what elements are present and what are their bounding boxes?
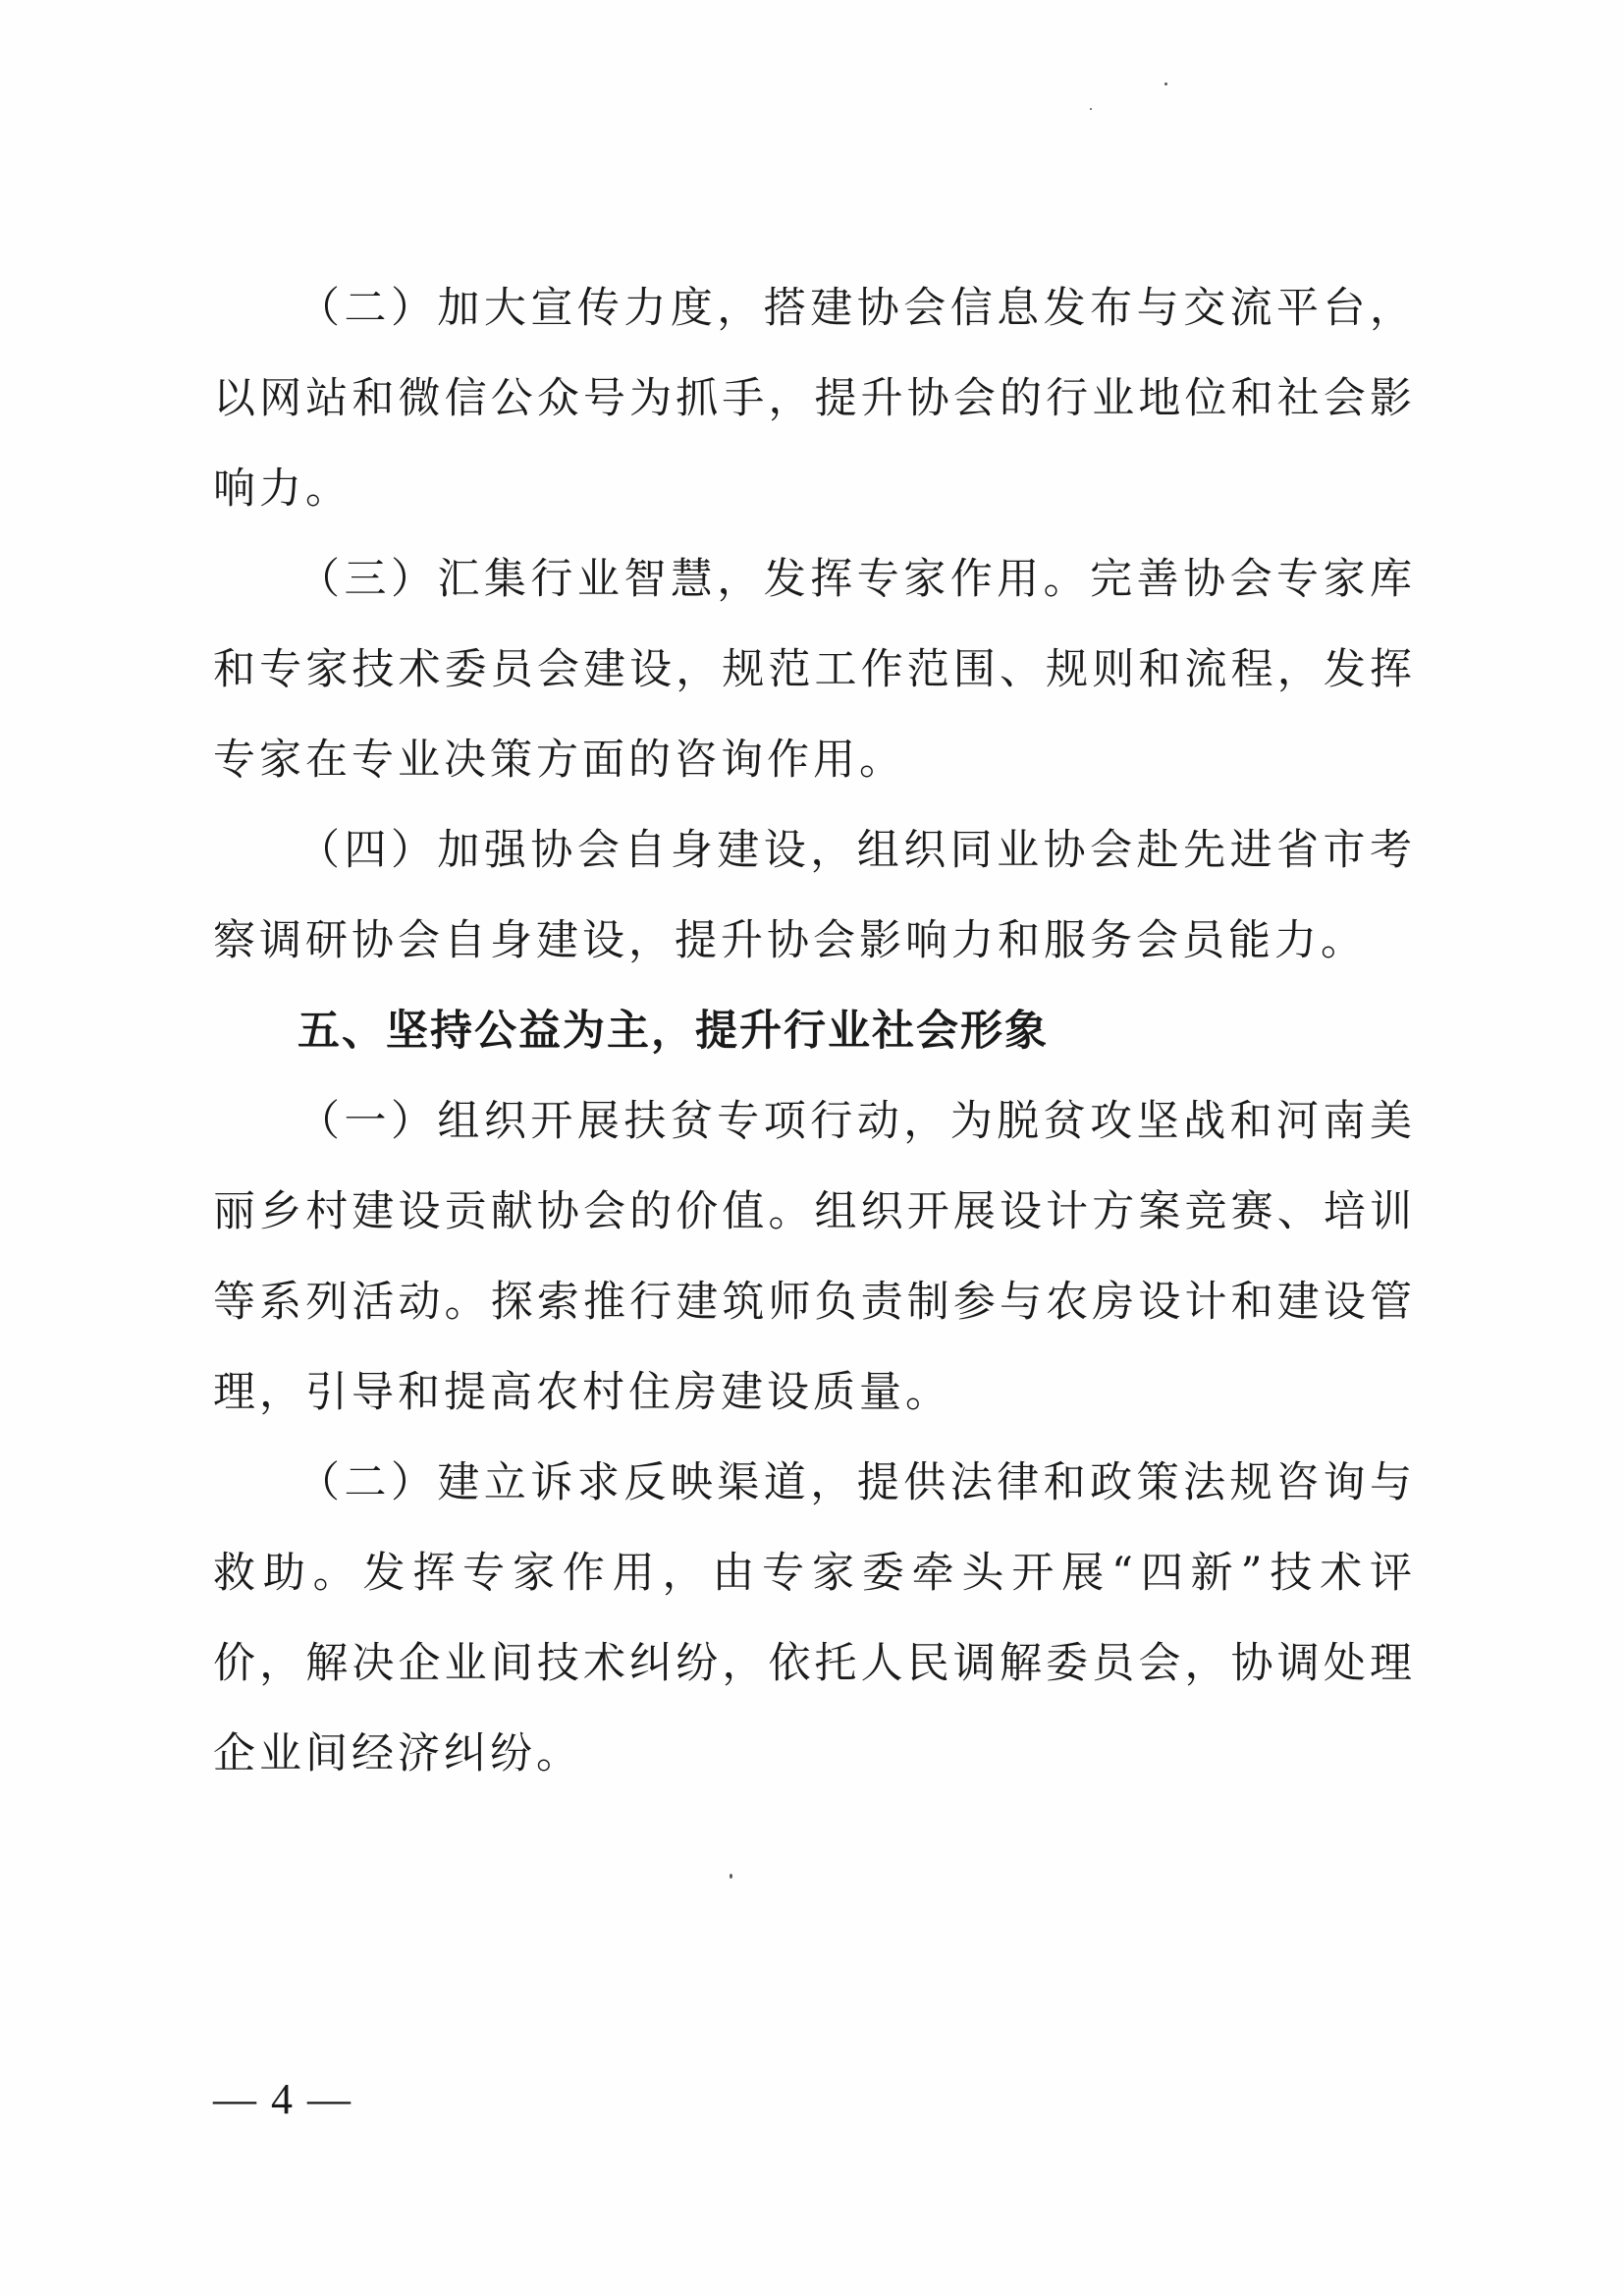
scan-speck — [1090, 108, 1092, 110]
section-heading-five: 五、坚持公益为主，提升行业社会形象 — [298, 1007, 1049, 1056]
scan-speck — [730, 1874, 732, 1879]
paragraph-1-poverty-alleviation: （一）组织开展扶贫专项行动，为脱贫攻坚战和河南美丽乡村建设贡献协会的价值。组织开展设计方案竞赛、培训等系列活动。探索推行建筑师负责制参与农房设计和建设管理，引导和提高农村住房建设质量。 — [213, 1097, 1416, 1417]
paragraph-2-publicity: （二）加大宣传力度，搭建协会信息发布与交流平台，以网站和微信公众号为抓手，提升协会的行业地位和社会影响力。 — [213, 284, 1416, 514]
paragraph-4-self-building: （四）加强协会自身建设，组织同业协会赴先进省市考察调研协会自身建设，提升协会影响力和服务会员能力。 — [213, 826, 1416, 965]
paragraph-3-experts: （三）汇集行业智慧，发挥专家作用。完善协会专家库和专家技术委员会建设，规范工作范围、规则和流程，发挥专家在专业决策方面的咨询作用。 — [213, 555, 1416, 785]
scan-speck — [1164, 82, 1167, 85]
paragraph-2-appeal-channel: （二）建立诉求反映渠道，提供法律和政策法规咨询与救助。发挥专家作用，由专家委牵头开展“四新”技术评价，解决企业间技术纠纷，依托人民调解委员会，协调处理企业间经济纠纷。 — [213, 1458, 1416, 1778]
page-number: — 4 — — [213, 2075, 352, 2123]
document-body — [213, 263, 1416, 1799]
